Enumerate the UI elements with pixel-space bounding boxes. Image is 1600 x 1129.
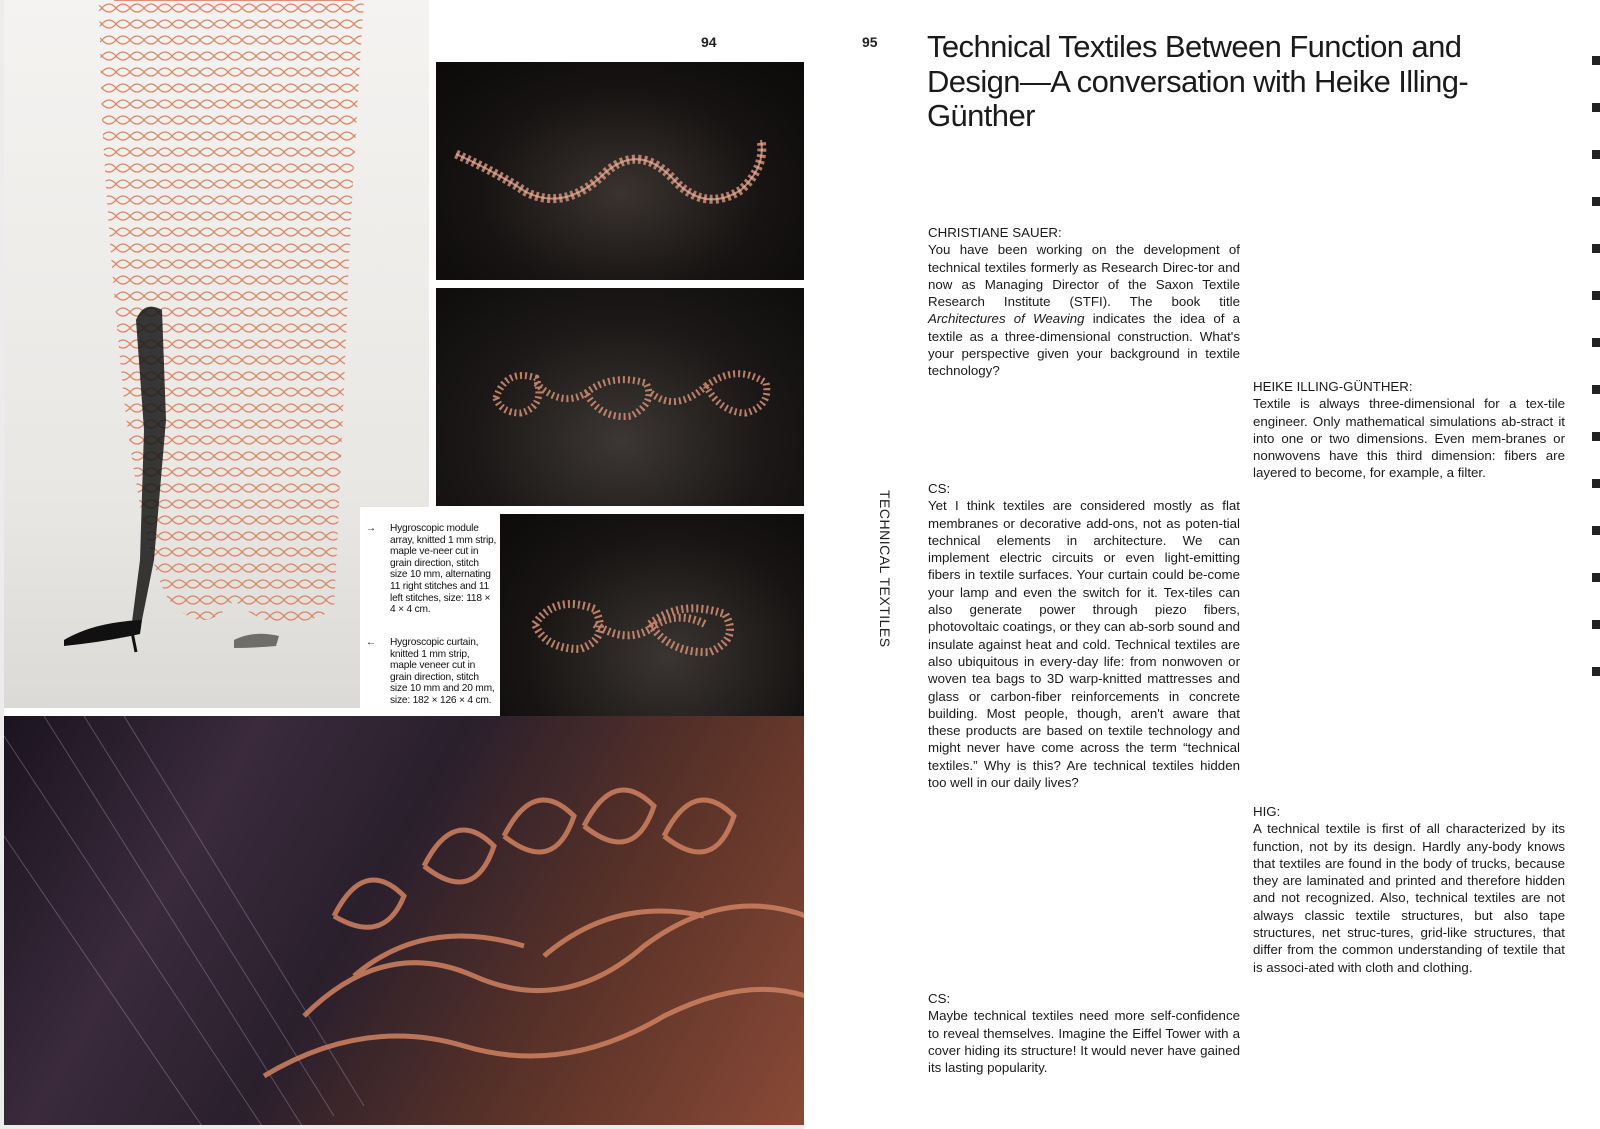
arrow-left-icon: ← — [366, 637, 376, 648]
article-title: Technical Textiles Between Function and Design—A conversation with Heike Illing-Günther — [927, 29, 1469, 133]
right-page — [804, 0, 1600, 1129]
caption-module-array: → Hygroscopic module array, knitted 1 mm strip, maple ve-neer cut in grain direction, stitch size 10 mm, alternating 11 right stitches and 11 left stitches, size: 118 × 4 × 4 cm. — [366, 523, 497, 616]
module-array-photo-1 — [436, 62, 806, 280]
speaker-label: CHRISTIANE SAUER: — [928, 225, 1062, 240]
speaker-label: HEIKE ILLING-GÜNTHER: — [1253, 379, 1413, 394]
question-3: CS: Maybe technical textiles need more self-confidence to reveal themselves. Imagine the Eiffel Tower with a cover hiding its structure! It would never have gained its lasting popularity. — [928, 991, 1240, 1076]
question-1: CHRISTIANE SAUER: You have been working on the development of technical textiles formerly as Research Direc-tor and now as Managing Director of the Saxon Textile Research Institute (STFI). The book title Architectures of Weaving indicates the idea of a textile as a three-dimensional construction. What's your perspective given your background in textile technology? — [928, 225, 1240, 379]
book-title: Architectures of Weaving — [928, 311, 1085, 327]
speaker-label: HIG: — [1253, 804, 1281, 819]
answer-1: HEIKE ILLING-GÜNTHER: Textile is always three-dimensional for a tex-tile engineer. Only mathematical simulations ab-stract it into one or two dimensions. Even mem-branes or nonwovens have this third dimension: fibers are layered to become, for example, a filter. — [1253, 379, 1565, 481]
speaker-label: CS: — [928, 481, 951, 496]
page-number-left: 94 — [701, 34, 717, 50]
arrow-right-icon: → — [366, 523, 376, 534]
binding-holes-right — [1592, 56, 1600, 1096]
speaker-label: CS: — [928, 991, 951, 1006]
module-array-photo-3 — [500, 514, 806, 734]
knitted-strip-closeup-photo — [4, 716, 806, 1125]
module-array-photo-2 — [436, 288, 806, 506]
left-page — [4, 0, 806, 1125]
caption-box — [360, 507, 498, 743]
caption-curtain: ← Hygroscopic curtain, knitted 1 mm strip, maple veneer cut in grain direction, stitch size 10 mm and 20 mm, size: 182 × 126 × 4 cm. — [366, 637, 495, 706]
question-2: CS: Yet I think textiles are considered mostly as flat membranes or decorative add-ons, not as poten-tial technical elements in architecture. We can implement electric circuits or even light-emitting fibers in textile surfaces. Your curtain could be-come your lamp and even the switch for it. Tex-tiles can also generate power through piezo fibers, photovoltaic coatings, or they can ab-sorb sound and insulate against heat and cold. Technical textiles are also ubiquitous in every-day life: from nonwoven or woven tea bags to 3D warp-knitted mattresses and glass or carbon-fiber reinforcements in concrete building. Most people, though, aren't aware that these products are based on textile technology and might never have come across the term “technical textiles.” Why is this? Are technical textiles hidden too well in our daily lives? — [928, 481, 1240, 791]
section-label: TECHNICAL TEXTILES — [877, 490, 893, 648]
answer-2: HIG: A technical textile is first of all characterized by its function, not by its design. Hardly any-body knows that textiles are found in the body of trucks, because they are laminated and printed and therefore hidden and not recognized. Also, technical textiles are not always classic textile structures, but also tape structures, net struc-tures, grid-like structures, that differ from the common understanding of textile that is associ-ated with cloth and clothing. — [1253, 804, 1565, 975]
page-number-right: 95 — [862, 34, 878, 50]
